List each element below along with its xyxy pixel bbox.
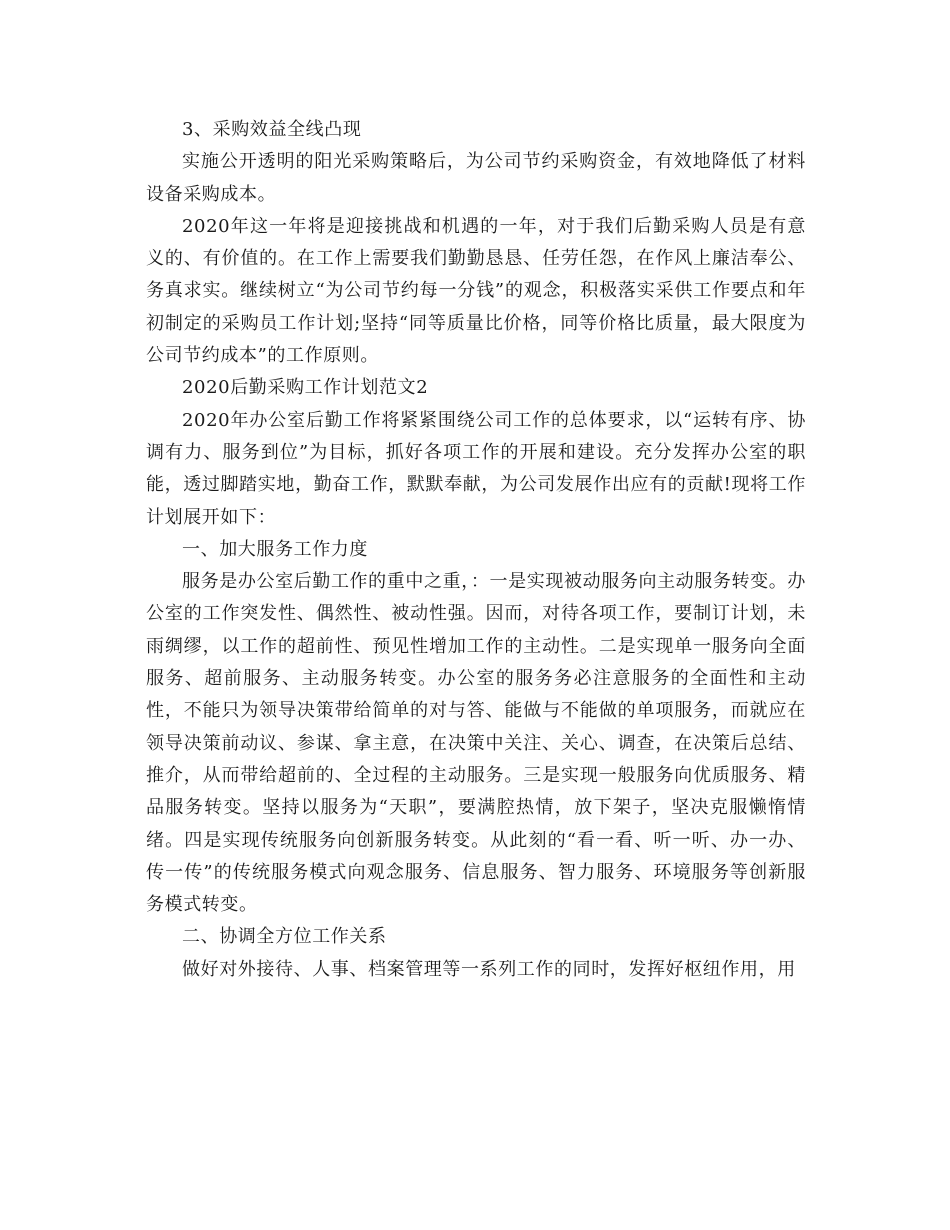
- document-body: [146, 114, 806, 986]
- section-heading-service-strength: 一、加大服务工作力度: [182, 538, 368, 560]
- paragraph-2020-challenges: 2020年这一年将是迎接挑战和机遇的一年，对于我们后勤采购人员是有意义的、有价值的。在工作上需要我们勤勤恳恳、任劳任怨，在作风上廉洁奉公、务真求实。继续树立“为公司节约每一分钱”的观念，积极落实采供工作要点和年初制定的采购员工作计划;坚持“同等质量比价格，同等价格比质量，最大限度为公司节约成本”的工作原则。: [146, 215, 806, 367]
- paragraph-service-transformation: 服务是办公室后勤工作的重中之重，：一是实现被动服务向主动服务转变。办公室的工作突发性、偶然性、被动性强。因而，对待各项工作，要制订计划，未雨绸缪，以工作的超前性、预见性增加工作的主动性。二是实现单一服务向全面服务、超前服务、主动服务转变。办公室的服务务必注意服务的全面性和主动性，不能只为领导决策带给简单的对与答、能做与不能做的单项服务，而就应在领导决策前动议、参谋、拿主意，在决策中关注、关心、调查，在决策后总结、推介，从而带给超前的、全过程的主动服务。三是实现一般服务向优质服务、精品服务转变。坚持以服务为“天职”，要满腔热情，放下架子，坚决克服懒惰情绪。四是实现传统服务向创新服务转变。从此刻的“看一看、听一听、办一办、传一传”的传统服务模式向观念服务、信息服务、智力服务、环境服务等创新服务模式转变。: [146, 571, 806, 916]
- document-subtitle-sample-2: 2020后勤采购工作计划范文2: [182, 377, 429, 399]
- paragraph-sunshine-procurement: 实施公开透明的阳光采购策略后，为公司节约采购资金，有效地降低了材料设备采购成本。: [146, 151, 806, 205]
- paragraph-reception-hub: 做好对外接待、人事、档案管理等一系列工作的同时，发挥好枢纽作用，用: [182, 958, 796, 980]
- section-heading-procurement-benefits: 3、采购效益全线凸现: [182, 119, 362, 140]
- section-heading-coordination: 二、协调全方位工作关系: [182, 926, 387, 948]
- paragraph-office-logistics-goals: 2020年办公室后勤工作将紧紧围绕公司工作的总体要求，以“运转有序、协调有力、服务到位”为目标，抓好各项工作的开展和建设。充分发挥办公室的职能，透过脚踏实地，勤奋工作，默默奉献，为公司发展作出应有的贡献!现将工作计划展开如下：: [146, 409, 806, 528]
